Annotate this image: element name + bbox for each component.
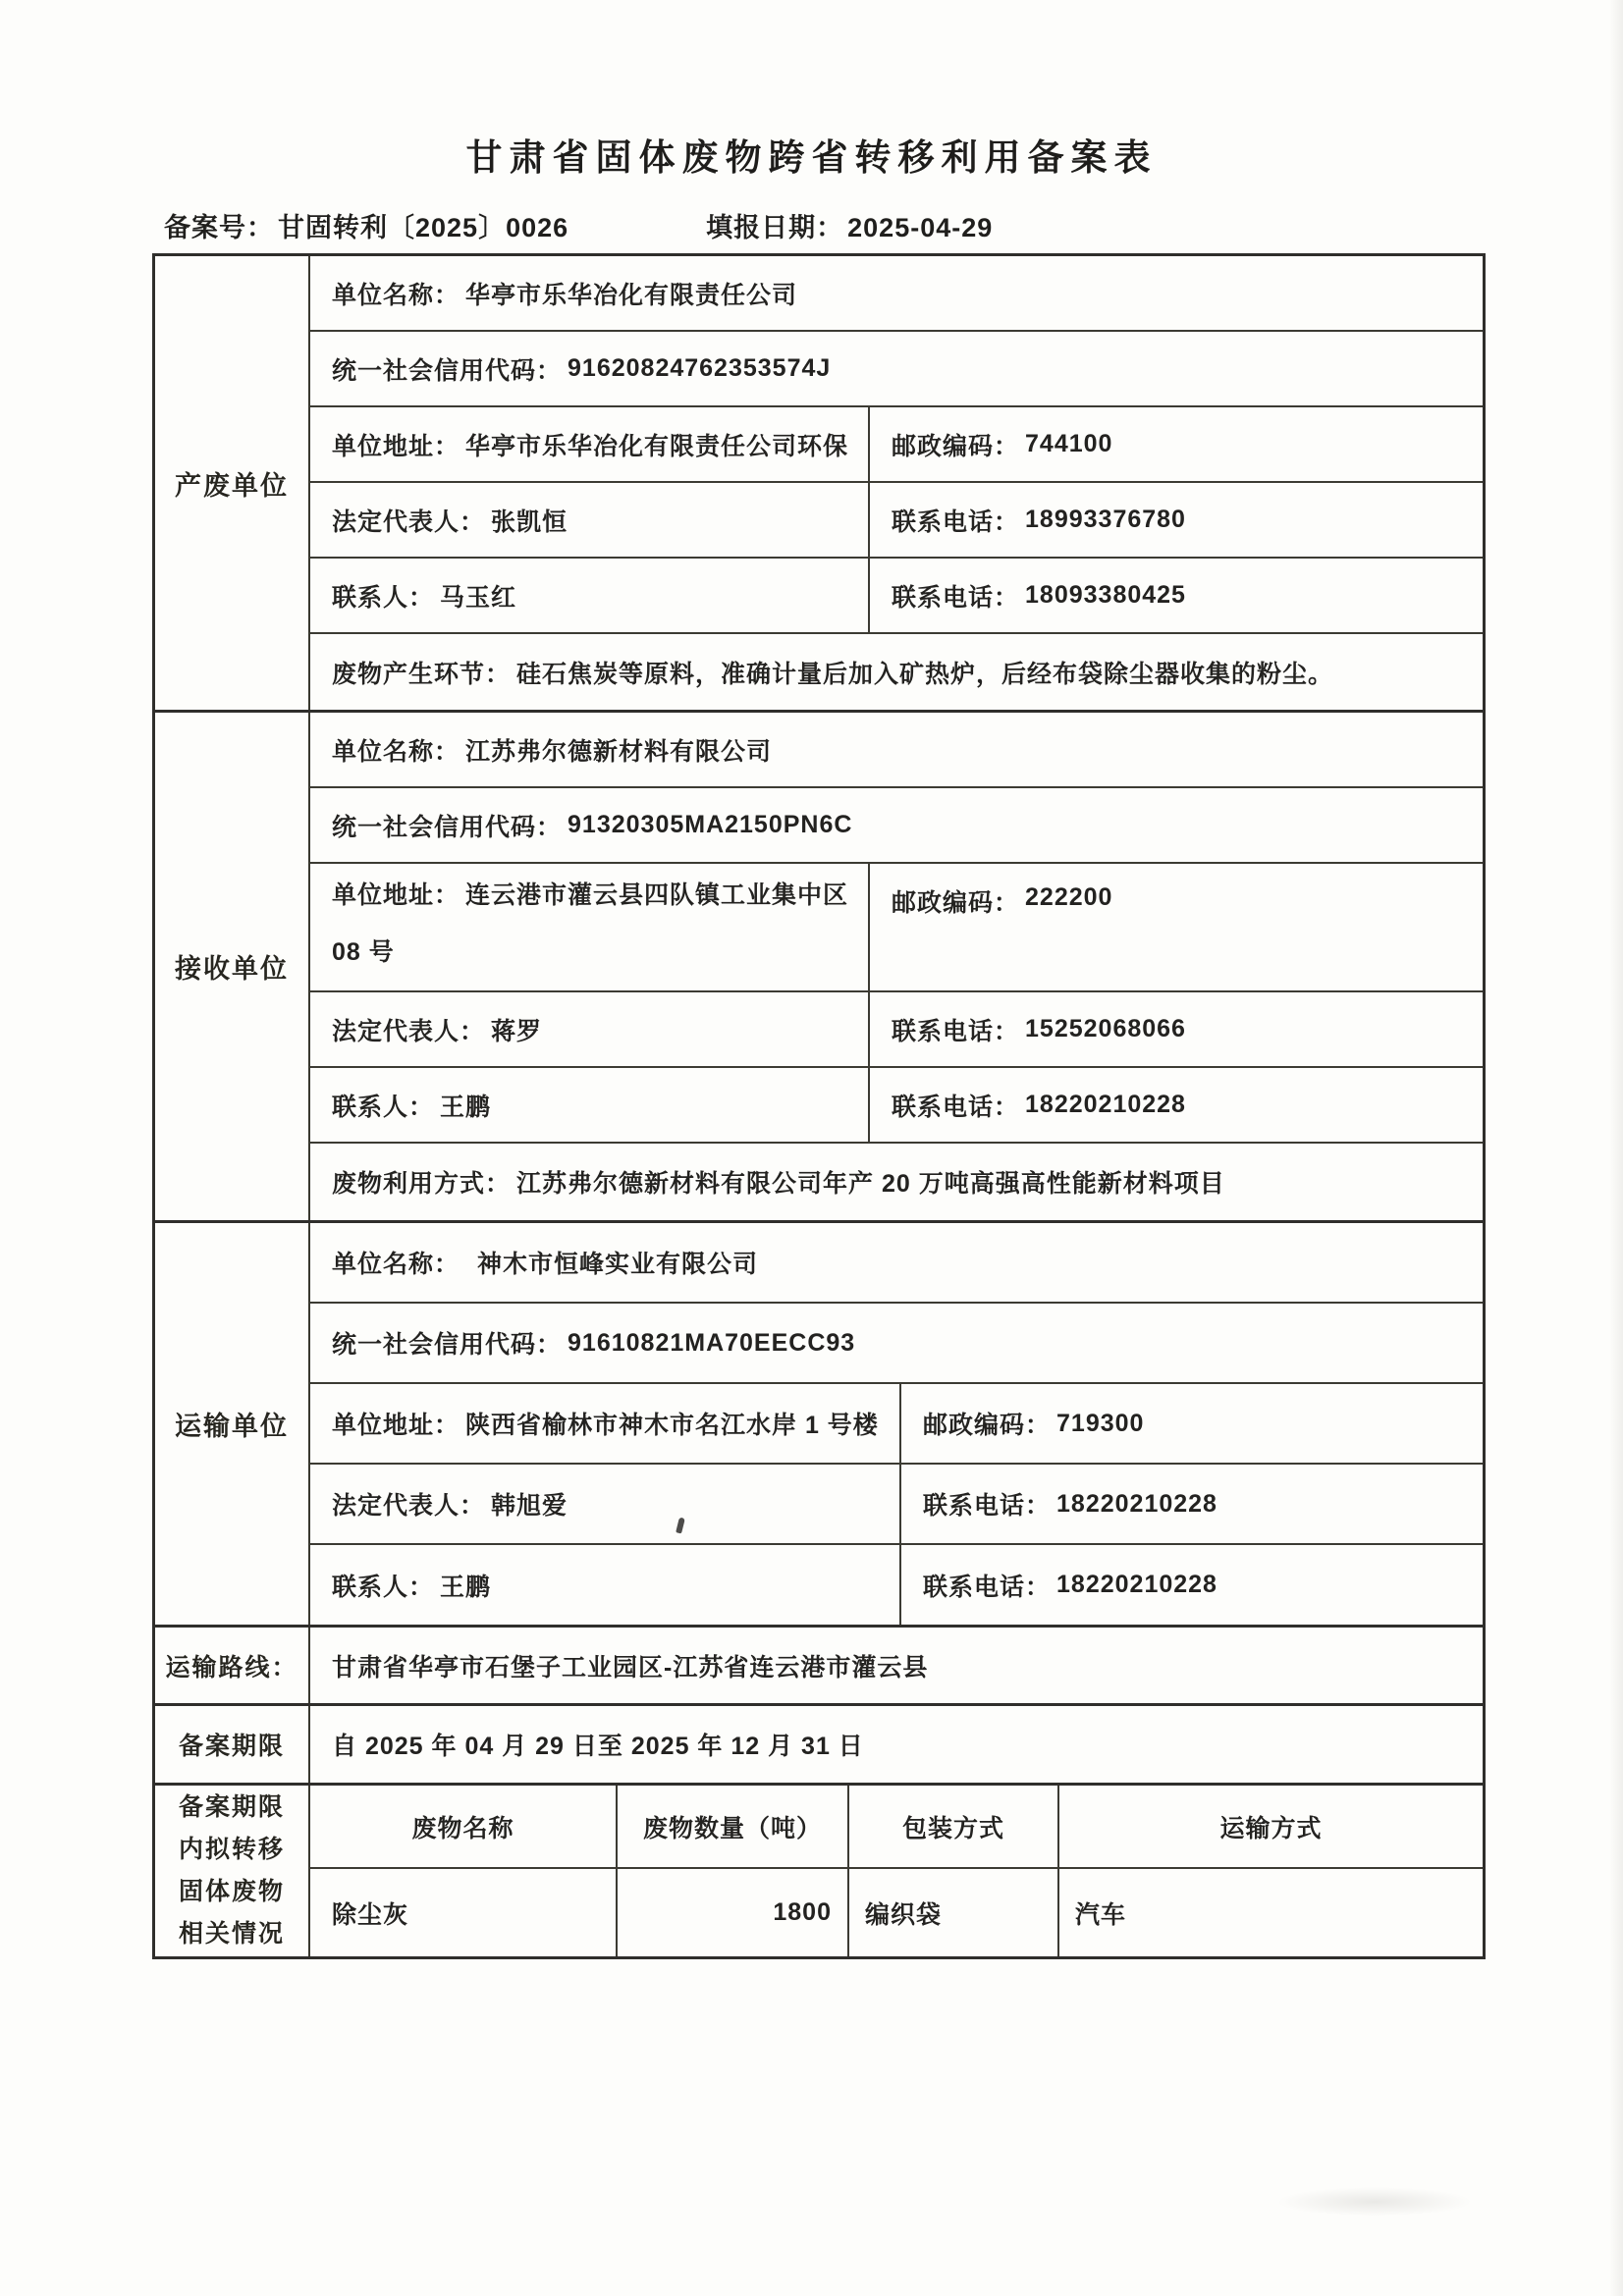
transporter-contact-phone-label: 联系电话： — [923, 1573, 1052, 1601]
producer-legal-rep-value: 张凯恒 — [491, 507, 568, 536]
receiver-section — [155, 713, 1483, 1223]
receiver-name-value: 江苏弗尔德新材料有限公司 — [465, 737, 773, 766]
producer-contact-value: 马玉红 — [440, 583, 517, 612]
receiver-usage-label: 废物利用方式： — [332, 1170, 512, 1198]
receiver-address-value: 连云港市灌云县四队镇工业集中区 — [465, 881, 849, 909]
waste-section-label-line2: 内拟转移 — [178, 1836, 285, 1863]
receiver-usage-cell — [310, 1144, 1483, 1220]
waste-transport-cell: 汽车 — [1075, 1900, 1127, 1929]
producer-contact-row — [310, 559, 1483, 634]
receiver-contact-cell — [310, 1068, 870, 1142]
page-title: 甘肃省固体废物跨省转移利用备案表 — [465, 137, 1158, 178]
producer-process-cell — [310, 634, 1483, 710]
transporter-legal-rep-value: 韩旭爱 — [491, 1492, 568, 1520]
waste-data-row — [310, 1869, 1483, 1956]
transporter-address-cell — [310, 1384, 901, 1463]
receiver-legal-rep-cell — [310, 992, 870, 1066]
receiver-postcode-label: 邮政编码： — [892, 889, 1020, 917]
route-value: 甘肃省华亭市石堡子工业园区-江苏省连云港市灌云县 — [332, 1653, 929, 1682]
producer-address-row — [310, 407, 1483, 483]
transporter-legal-rep-row — [310, 1465, 1483, 1545]
producer-contact-phone-cell — [870, 559, 1483, 632]
receiver-address-line2: 08 号 — [332, 938, 395, 966]
receiver-legal-phone-label: 联系电话： — [892, 1017, 1020, 1045]
producer-code-row — [310, 332, 1483, 407]
transporter-address-label: 单位地址： — [332, 1412, 460, 1439]
producer-contact-phone-value: 18093380425 — [1025, 581, 1186, 609]
producer-legal-phone-value: 18993376780 — [1025, 506, 1186, 533]
period-value: 自 2025 年 04 月 29 日至 2025 年 12 月 31 日 — [332, 1733, 864, 1760]
record-number-label: 备案号： — [164, 213, 274, 242]
waste-section-label-line3: 固体废物 — [178, 1878, 285, 1905]
transporter-section-label — [155, 1223, 310, 1625]
transporter-code-label: 统一社会信用代码： — [332, 1331, 563, 1359]
transporter-section-label-text: 运输单位 — [175, 1412, 289, 1441]
receiver-name-row — [310, 713, 1483, 788]
producer-address-value: 华亭市乐华冶化有限责任公司环保 — [465, 432, 849, 460]
waste-section — [155, 1786, 1483, 1956]
transporter-contact-value: 王鹏 — [440, 1573, 492, 1601]
waste-packaging-cell: 编织袋 — [849, 1869, 1059, 1956]
transporter-postcode-value: 719300 — [1056, 1409, 1145, 1437]
producer-legal-rep-label: 法定代表人： — [332, 507, 486, 536]
meta-line — [164, 206, 993, 244]
period-section — [155, 1706, 1483, 1786]
producer-code-value: 91620824762353574J — [568, 354, 832, 382]
producer-name-cell — [310, 256, 1483, 330]
transporter-section — [155, 1223, 1483, 1628]
producer-legal-rep-cell — [310, 483, 870, 557]
record-number — [164, 206, 568, 244]
producer-postcode-value: 744100 — [1025, 430, 1113, 457]
producer-section-label-text: 产废单位 — [175, 470, 289, 501]
waste-header-row — [310, 1786, 1483, 1869]
receiver-legal-phone-cell — [870, 992, 1483, 1066]
receiver-code-row — [310, 788, 1483, 864]
producer-process-label: 废物产生环节： — [332, 660, 512, 688]
period-value-cell — [310, 1706, 1483, 1783]
producer-name-label: 单位名称： — [332, 281, 460, 309]
waste-quantity-cell: 1800 — [618, 1869, 849, 1956]
waste-col-header-name: 废物名称 — [310, 1786, 618, 1867]
waste-name-cell: 除尘灰 — [310, 1869, 618, 1956]
producer-name-row — [310, 256, 1483, 332]
producer-code-cell — [310, 332, 1483, 405]
receiver-address-row — [310, 864, 1483, 992]
producer-contact-label: 联系人： — [332, 583, 435, 612]
producer-contact-phone-label: 联系电话： — [892, 583, 1020, 612]
period-row — [310, 1706, 1483, 1783]
receiver-legal-phone-value: 15252068066 — [1025, 1015, 1186, 1042]
receiver-contact-phone-cell — [870, 1068, 1483, 1142]
receiver-code-label: 统一社会信用代码： — [332, 813, 563, 841]
receiver-address-label: 单位地址： — [332, 881, 460, 909]
producer-process-row — [310, 634, 1483, 710]
waste-section-label — [155, 1786, 310, 1956]
producer-rows — [310, 256, 1483, 710]
transporter-contact-row — [310, 1545, 1483, 1625]
producer-address-label: 单位地址： — [332, 432, 460, 460]
receiver-postcode-cell — [870, 864, 1483, 990]
receiver-section-label — [155, 713, 310, 1220]
receiver-contact-value: 王鹏 — [440, 1093, 492, 1121]
transporter-legal-phone-value: 18220210228 — [1056, 1489, 1217, 1518]
transporter-legal-phone-label: 联系电话： — [923, 1492, 1052, 1520]
producer-legal-rep-row — [310, 483, 1483, 559]
receiver-address-cell — [310, 864, 870, 990]
waste-col-header-quantity: 废物数量（吨） — [618, 1786, 849, 1867]
receiver-contact-phone-label: 联系电话： — [892, 1093, 1020, 1121]
route-label: 运输路线： — [155, 1628, 310, 1703]
fill-date — [706, 206, 993, 244]
producer-process-value: 硅石焦炭等原料，准确计量后加入矿热炉，后经布袋除尘器收集的粉尘。 — [516, 660, 1334, 688]
fill-date-value: 2025-04-29 — [847, 213, 994, 242]
waste-table — [310, 1786, 1483, 1956]
producer-section — [155, 256, 1483, 713]
producer-postcode-label: 邮政编码： — [892, 432, 1020, 460]
transporter-name-value: 神木市恒峰实业有限公司 — [477, 1251, 759, 1278]
transporter-code-cell — [310, 1304, 1483, 1382]
transporter-contact-phone-value: 18220210228 — [1056, 1571, 1217, 1598]
producer-code-label: 统一社会信用代码： — [332, 356, 563, 385]
record-number-value: 甘固转利〔2025〕0026 — [278, 213, 569, 242]
receiver-usage-value: 江苏弗尔德新材料有限公司年产 20 万吨高强高性能新材料项目 — [516, 1170, 1225, 1198]
transporter-contact-label: 联系人： — [332, 1573, 435, 1601]
producer-legal-phone-cell — [870, 483, 1483, 557]
route-value-cell — [310, 1628, 1483, 1703]
fill-date-label: 填报日期： — [706, 213, 844, 242]
producer-name-value: 华亭市乐华冶化有限责任公司 — [465, 281, 798, 309]
transporter-address-value: 陕西省榆林市神木市名江水岸 1 号楼 — [465, 1412, 879, 1439]
receiver-usage-row — [310, 1144, 1483, 1220]
waste-col-header-transport: 运输方式 — [1219, 1814, 1323, 1842]
receiver-rows — [310, 713, 1483, 1220]
transporter-contact-phone-cell — [901, 1545, 1483, 1625]
transporter-name-cell — [310, 1223, 1483, 1302]
period-label: 备案期限 — [155, 1706, 310, 1783]
waste-col-header-packaging: 包装方式 — [849, 1786, 1059, 1867]
transporter-legal-rep-label: 法定代表人： — [332, 1492, 486, 1520]
transporter-contact-cell — [310, 1545, 901, 1625]
producer-address-cell — [310, 407, 870, 481]
route-rows — [310, 1628, 1483, 1703]
receiver-legal-rep-row — [310, 992, 1483, 1068]
receiver-contact-phone-value: 18220210228 — [1025, 1091, 1186, 1118]
period-rows — [310, 1706, 1483, 1783]
receiver-contact-row — [310, 1068, 1483, 1144]
transporter-code-row — [310, 1304, 1483, 1384]
transporter-legal-phone-cell — [901, 1465, 1483, 1543]
transporter-postcode-label: 邮政编码： — [923, 1412, 1052, 1439]
transporter-postcode-cell — [901, 1384, 1483, 1463]
scan-edge-shade — [1609, 0, 1623, 2296]
transporter-rows — [310, 1223, 1483, 1625]
receiver-contact-label: 联系人： — [332, 1093, 435, 1121]
transporter-legal-rep-cell — [310, 1465, 901, 1543]
form-table — [152, 253, 1486, 1959]
waste-section-label-line1: 备案期限 — [178, 1793, 285, 1821]
receiver-legal-rep-value: 蒋罗 — [491, 1017, 543, 1045]
receiver-name-label: 单位名称： — [332, 737, 460, 766]
route-row — [310, 1628, 1483, 1703]
receiver-name-cell — [310, 713, 1483, 786]
producer-contact-cell — [310, 559, 870, 632]
producer-section-label — [155, 256, 310, 710]
transporter-code-value: 91610821MA70EECC93 — [568, 1328, 856, 1357]
producer-postcode-cell — [870, 407, 1483, 481]
waste-section-label-line4: 相关情况 — [178, 1920, 285, 1948]
transporter-address-row — [310, 1384, 1483, 1465]
receiver-postcode-value: 222200 — [1025, 883, 1113, 911]
transporter-name-label: 单位名称： — [332, 1251, 460, 1278]
receiver-code-value: 91320305MA2150PN6C — [568, 811, 853, 838]
route-section — [155, 1628, 1483, 1706]
producer-legal-phone-label: 联系电话： — [892, 507, 1020, 536]
receiver-address-line1 — [332, 880, 848, 911]
receiver-code-cell — [310, 788, 1483, 862]
transporter-name-row — [310, 1223, 1483, 1304]
scan-smudge — [1276, 2187, 1473, 2216]
receiver-legal-rep-label: 法定代表人： — [332, 1017, 486, 1045]
receiver-section-label-text: 接收单位 — [175, 954, 289, 984]
